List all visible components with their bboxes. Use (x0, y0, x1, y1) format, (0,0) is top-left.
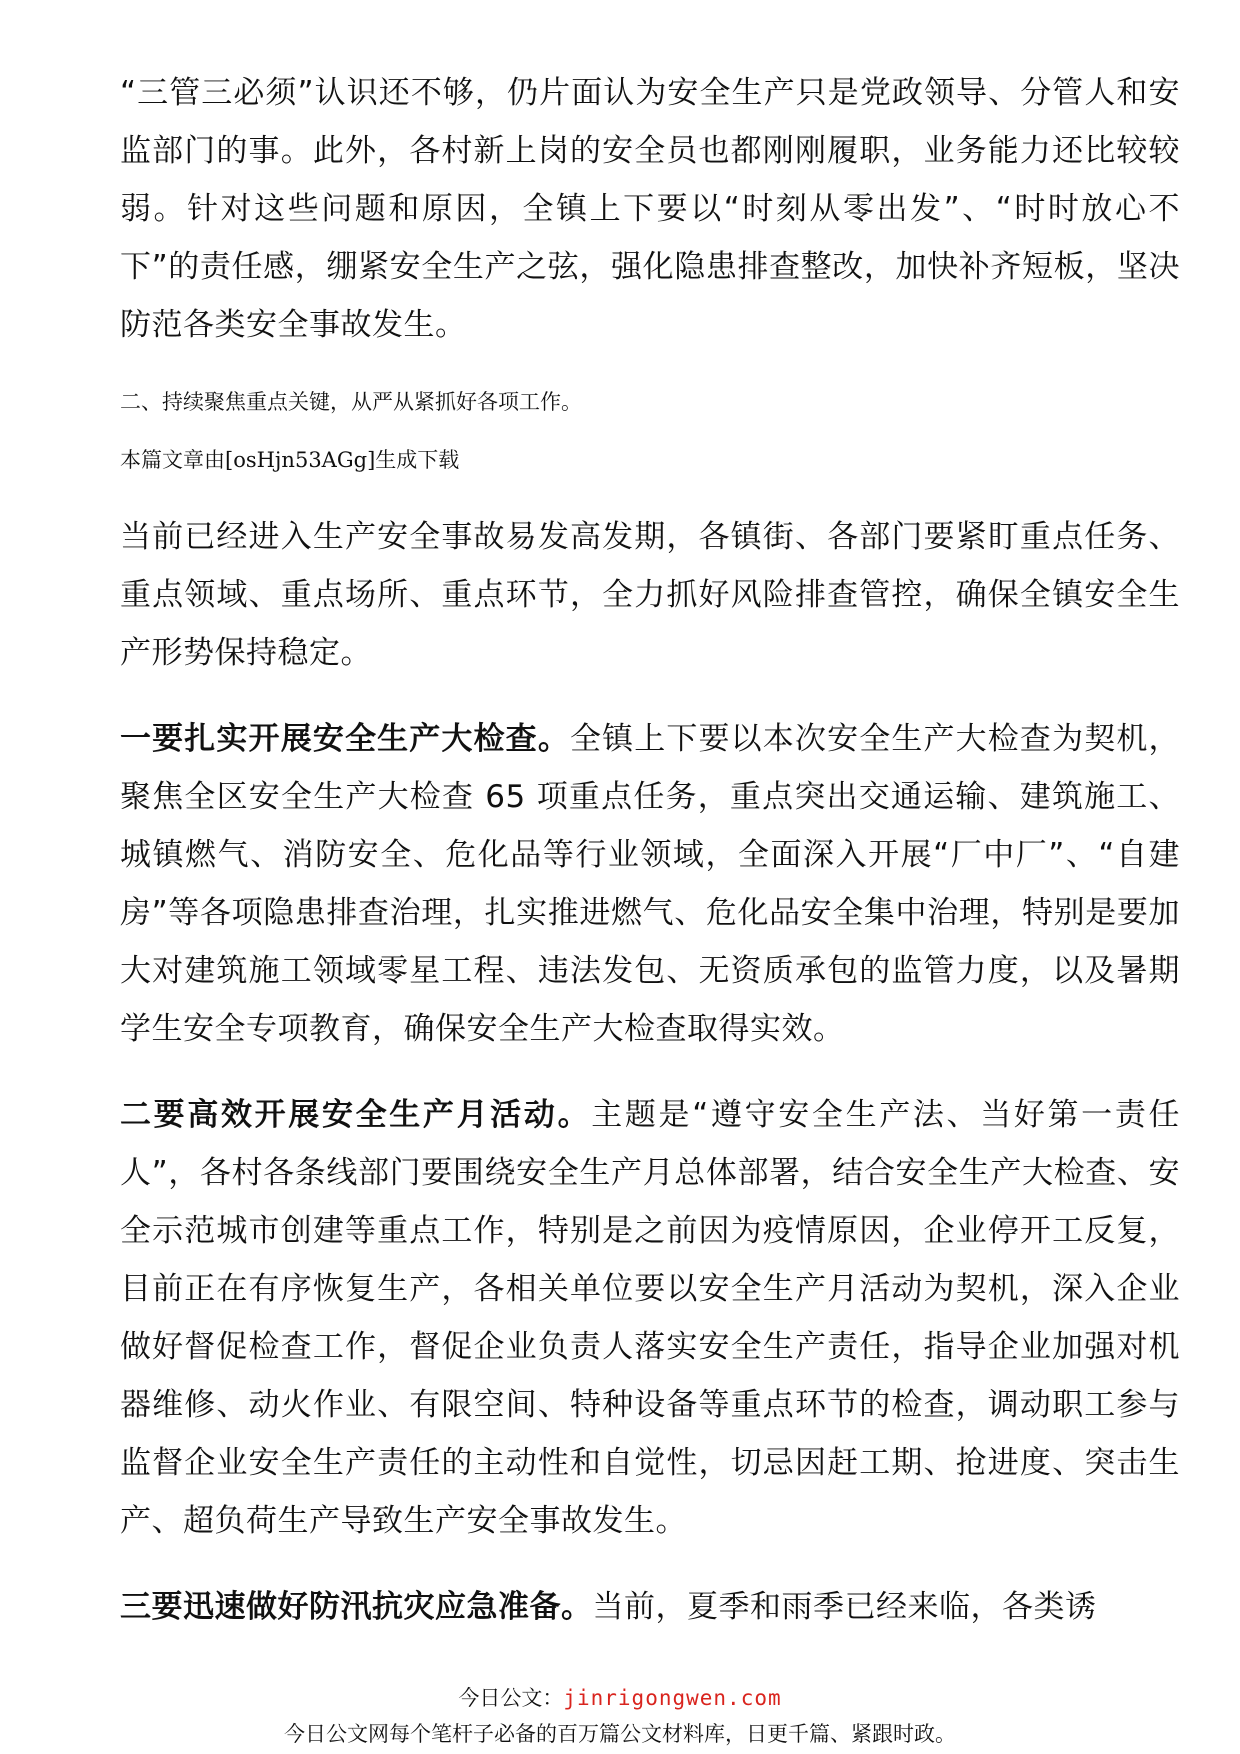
footer-tagline: 今日公文网每个笔杆子必备的百万篇公文材料库，日更千篇、紧跟时政。 (284, 1722, 956, 1746)
footer-label: 今日公文： (458, 1686, 564, 1710)
context-paragraph: 当前已经进入生产安全事故易发高发期，各镇街、各部门要紧盯重点任务、重点领域、重点场所、重点环节，全力抓好风险排查管控，确保全镇安全生产形势保持稳定。 (120, 519, 1180, 671)
item-3-lead: 三要迅速做好防汛抗灾应急准备。 (120, 1589, 593, 1625)
item-2-lead: 二要高效开展安全生产月活动。 (120, 1097, 592, 1133)
document-content (120, 64, 1180, 1664)
item-2-body: 主题是“遵守安全生产法、当好第一责任人”，各村各条线部门要围绕安全生产月总体部署，结合安全生产大检查、安全示范城市创建等重点工作，特别是之前因为疫情原因，企业停开工反复，目前正在有序恢复生产，各相关单位要以安全生产月活动为契机，深入企业做好督促检查工作，督促企业负责人落实安全生产责任，指导企业加强对机器维修、动火作业、有限空间、特种设备等重点环节的检查，调动职工参与监督企业安全生产责任的主动性和自觉性，切忌因赶工期、抢进度、突击生产、超负荷生产导致生产安全事故发生。 (120, 1097, 1181, 1539)
item-1-body: 全镇上下要以本次安全生产大检查为契机，聚焦全区安全生产大检查 65 项重点任务，重点突出交通运输、建筑施工、城镇燃气、消防安全、危化品等行业领域，全面深入开展“厂中厂”、“自建房”等各项隐患排查治理，扎实推进燃气、危化品安全集中治理，特别是要加大对建筑施工领域零星工程、违法发包、无资质承包的监管力度，以及暑期学生安全专项教育，确保安全生产大检查取得实效。 (120, 721, 1180, 1047)
item-1-paragraph (120, 710, 1180, 1058)
generated-notice: 本篇文章由[osHjn53AGg]生成下载 (120, 448, 460, 472)
intro-paragraph: “三管三必须”认识还不够，仍片面认为安全生产只是党政领导、分管人和安监部门的事。此外，各村新上岗的安全员也都刚刚履职，业务能力还比较较弱。针对这些问题和原因，全镇上下要以“时刻从零出发”、“时时放心不下”的责任感，绷紧安全生产之弦，强化隐患排查整改，加快补齐短板，坚决防范各类安全事故发生。 (120, 75, 1180, 343)
item-2-paragraph (120, 1086, 1180, 1550)
section-heading: 二、持续聚焦重点关键，从严从紧抓好各项工作。 (120, 390, 582, 414)
footer-site-link[interactable]: jinrigongwen.com (563, 1686, 782, 1710)
item-1-lead: 一要扎实开展安全生产大检查。 (120, 721, 570, 757)
item-3-body: 当前，夏季和雨季已经来临，各类诱 (592, 1589, 1097, 1625)
footer-source (0, 1683, 1240, 1713)
item-3-paragraph (120, 1578, 1180, 1636)
